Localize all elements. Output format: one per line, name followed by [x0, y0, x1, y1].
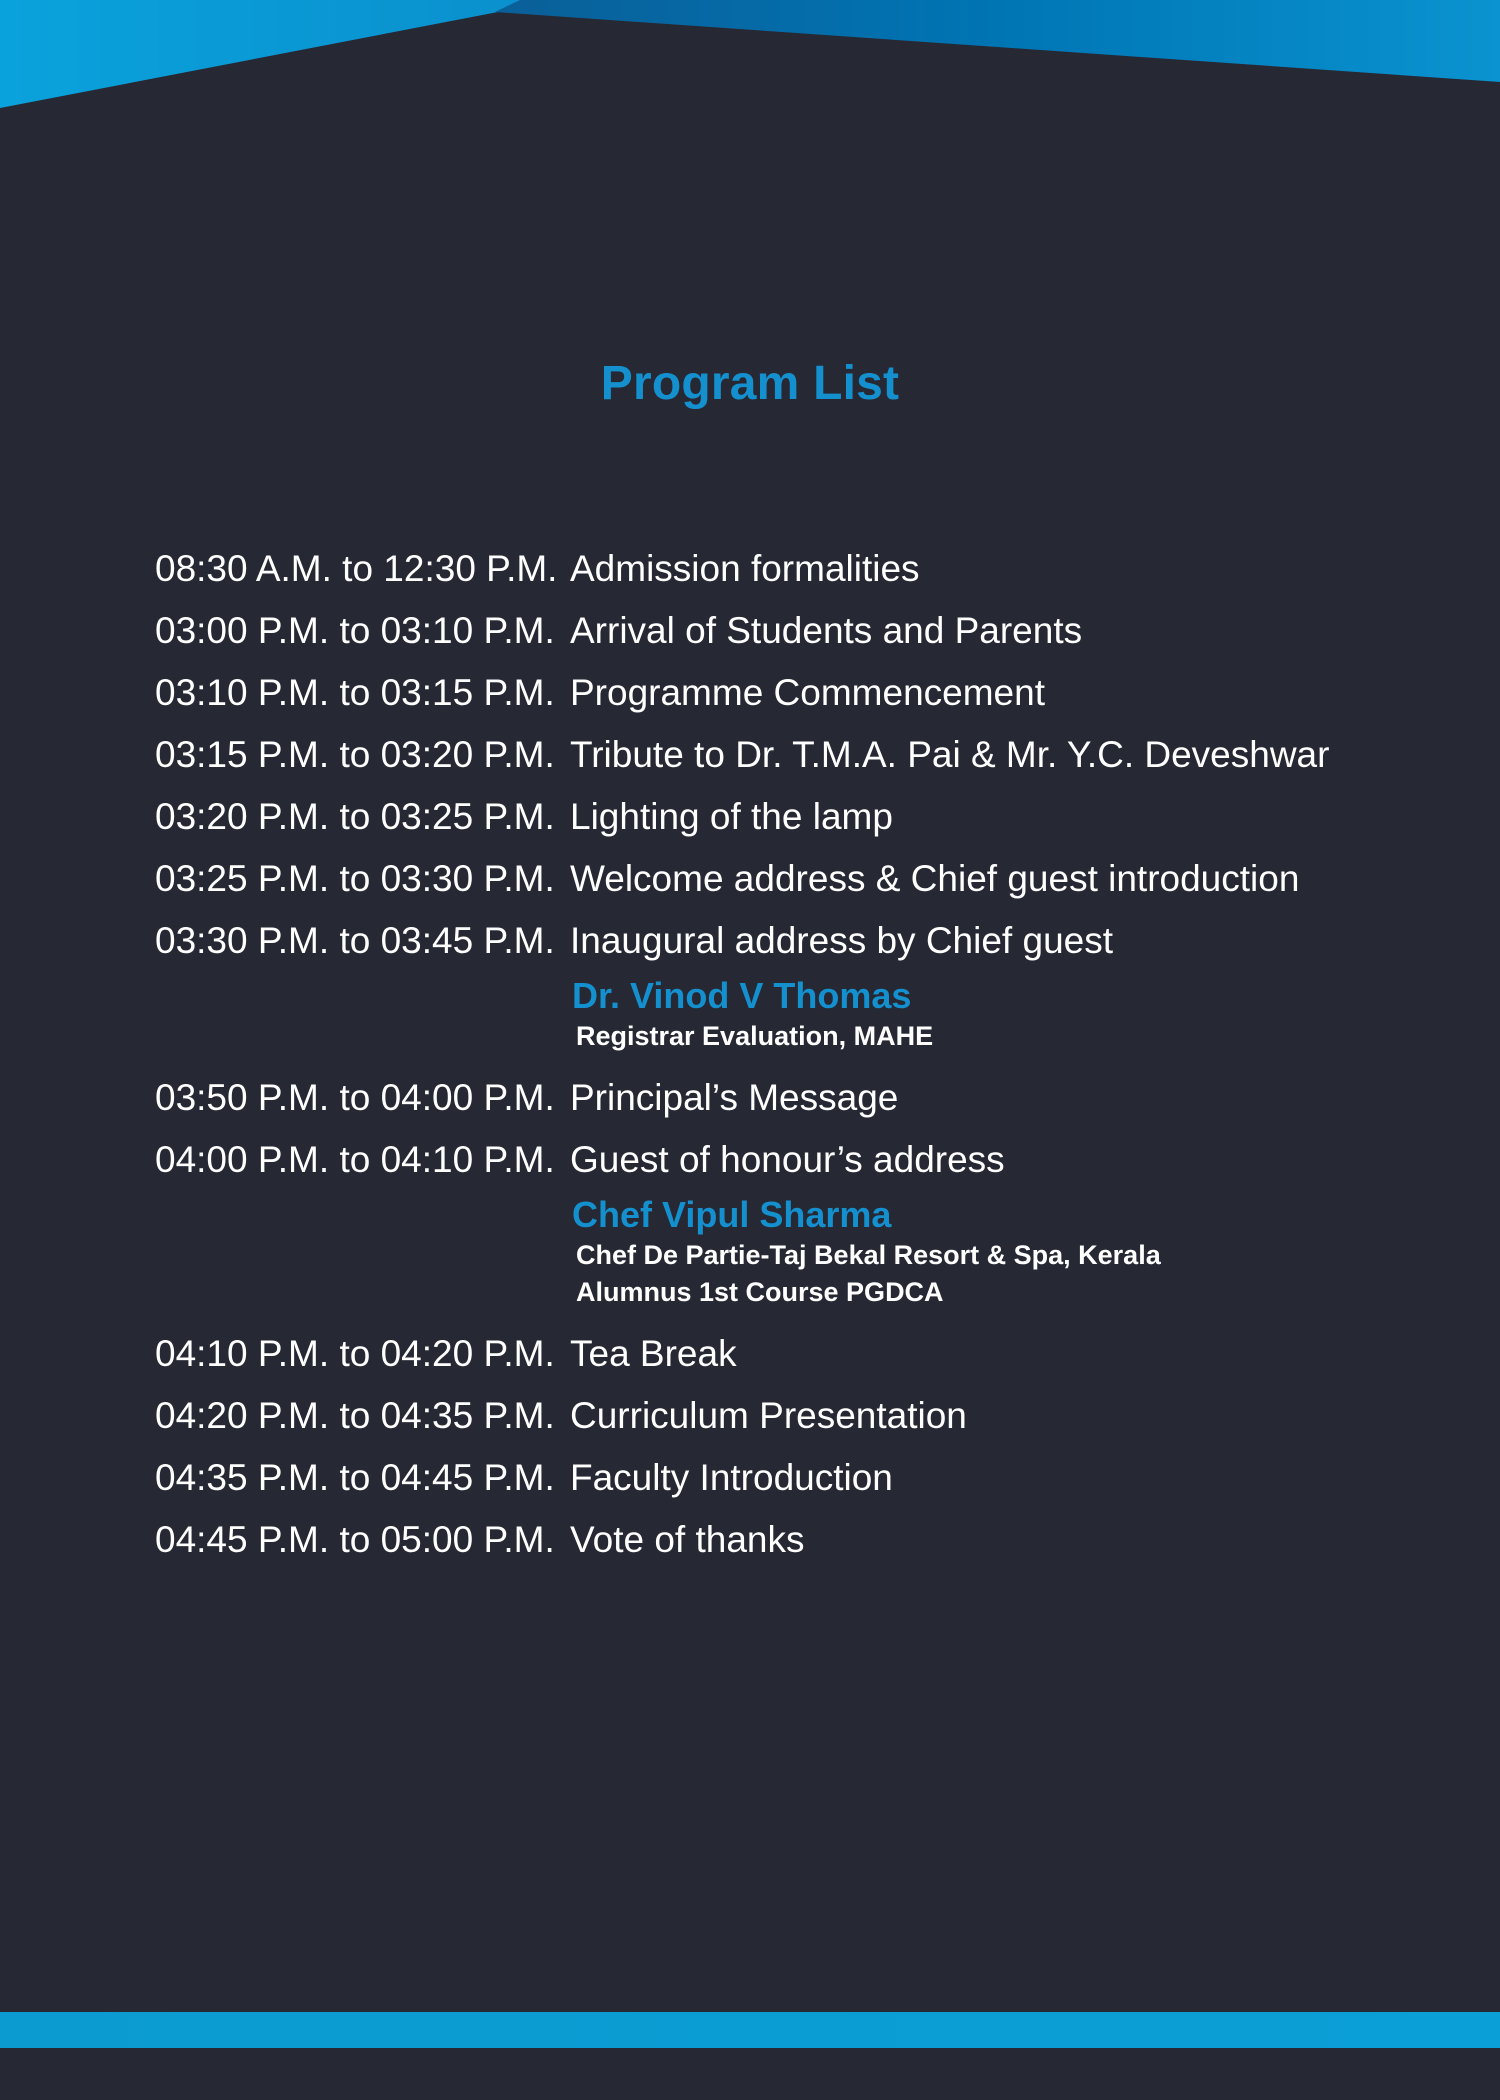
schedule-row: [155, 1067, 1445, 1129]
schedule-row: [155, 1385, 1445, 1447]
schedule-time: 03:25 P.M. to 03:30 P.M.: [155, 858, 555, 899]
schedule-row: [155, 786, 1445, 848]
chief-guest-designation: Registrar Evaluation, MAHE: [576, 1021, 934, 1051]
schedule-time: 03:10 P.M. to 03:15 P.M.: [155, 672, 555, 713]
schedule-row: [155, 600, 1445, 662]
page-title: Program List: [600, 357, 900, 410]
schedule-row: [155, 724, 1445, 786]
schedule-event: Tea Break: [570, 1333, 737, 1374]
schedule-time: 04:20 P.M. to 04:35 P.M.: [155, 1395, 555, 1436]
schedule-event: Admission formalities: [570, 548, 920, 589]
schedule-row: [155, 662, 1445, 724]
guest-of-honour-note: Alumnus 1st Course PGDCA: [576, 1277, 944, 1307]
schedule-event: Arrival of Students and Parents: [570, 610, 1083, 651]
header-decoration: [0, 0, 1500, 120]
schedule-event: Principal’s Message: [570, 1077, 899, 1118]
schedule-time: 08:30 A.M. to 12:30 P.M.: [155, 548, 558, 589]
schedule-event: Tribute to Dr. T.M.A. Pai & Mr. Y.C. Deveshwar: [570, 734, 1330, 775]
schedule-time: 03:50 P.M. to 04:00 P.M.: [155, 1077, 555, 1118]
schedule-event: Vote of thanks: [570, 1519, 805, 1560]
program-schedule: [155, 538, 1445, 1571]
schedule-time: 03:20 P.M. to 03:25 P.M.: [155, 796, 555, 837]
schedule-time: 03:15 P.M. to 03:20 P.M.: [155, 734, 555, 775]
schedule-row: [155, 538, 1445, 600]
schedule-time: 04:10 P.M. to 04:20 P.M.: [155, 1333, 555, 1374]
schedule-event: Faculty Introduction: [570, 1457, 893, 1498]
schedule-event: Welcome address & Chief guest introduction: [570, 858, 1300, 899]
schedule-time: 03:30 P.M. to 03:45 P.M.: [155, 920, 555, 961]
schedule-time: 03:00 P.M. to 03:10 P.M.: [155, 610, 555, 651]
schedule-event: Lighting of the lamp: [570, 796, 893, 837]
schedule-row: [155, 1509, 1445, 1571]
schedule-event: Inaugural address by Chief guest: [570, 920, 1114, 961]
schedule-row: [155, 1323, 1445, 1385]
footer-band: [0, 2012, 1500, 2048]
schedule-row: [155, 910, 1445, 972]
chief-guest-block: [155, 974, 1445, 1055]
chief-guest-name: Dr. Vinod V Thomas: [572, 975, 912, 1016]
schedule-row: [155, 1447, 1445, 1509]
schedule-row: [155, 848, 1445, 910]
schedule-time: 04:00 P.M. to 04:10 P.M.: [155, 1139, 555, 1180]
guest-of-honour-designation: Chef De Partie-Taj Bekal Resort & Spa, Kerala: [576, 1240, 1161, 1270]
schedule-event: Curriculum Presentation: [570, 1395, 967, 1436]
schedule-time: 04:45 P.M. to 05:00 P.M.: [155, 1519, 555, 1560]
schedule-row: [155, 1129, 1445, 1191]
guest-of-honour-block: [155, 1193, 1445, 1311]
schedule-event: Programme Commencement: [570, 672, 1045, 713]
schedule-event: Guest of honour’s address: [570, 1139, 1005, 1180]
schedule-time: 04:35 P.M. to 04:45 P.M.: [155, 1457, 555, 1498]
guest-of-honour-name: Chef Vipul Sharma: [572, 1194, 892, 1235]
